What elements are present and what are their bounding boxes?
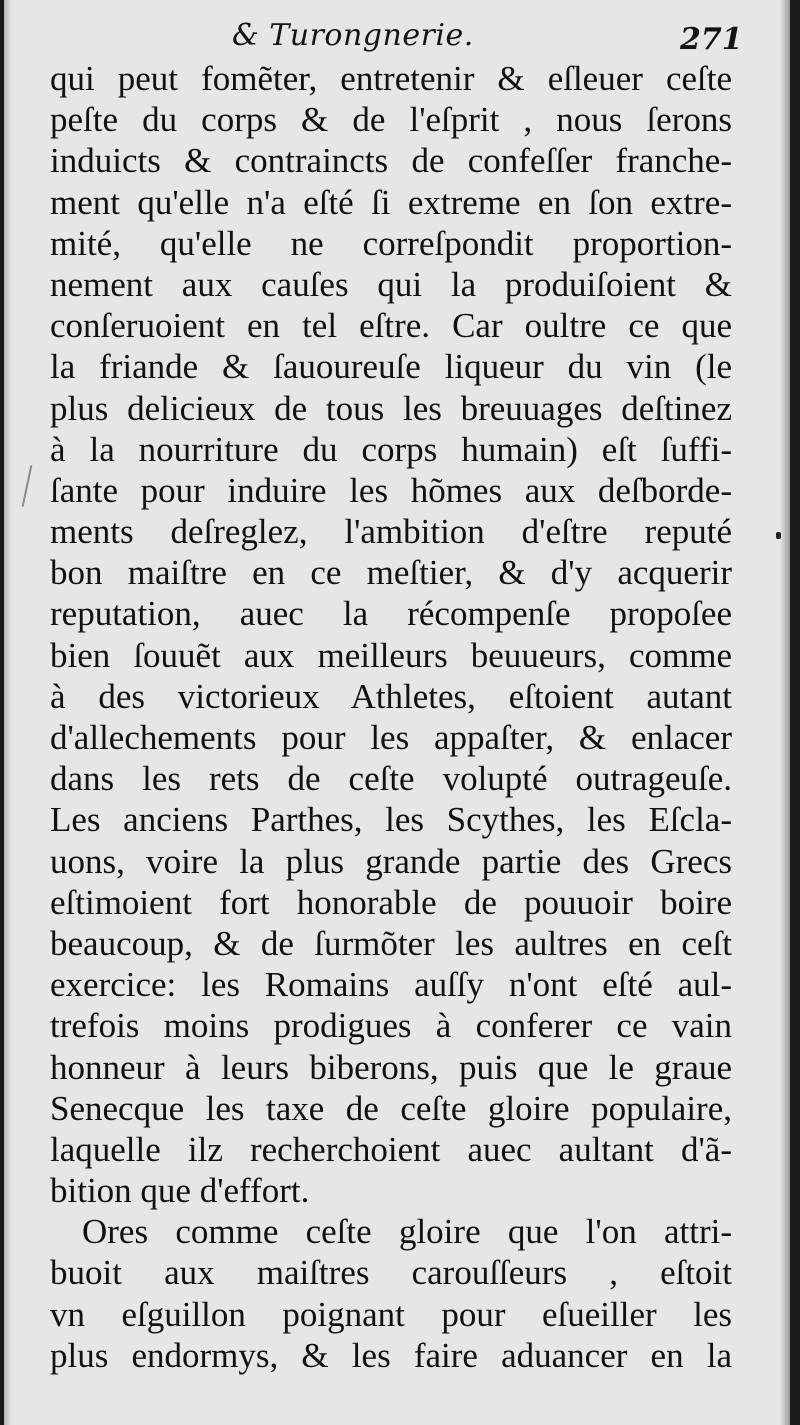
body-text [50, 58, 732, 1376]
text-line: Senecque les taxe de ceſte gloire populaire, [50, 1088, 732, 1128]
text-line: uons, voire la plus grande partie des Grecs [50, 841, 732, 881]
text-line: plus endormys, & les faire aduancer en la [50, 1335, 732, 1375]
paragraph-end-line: bition que d'effort. [50, 1171, 310, 1211]
text-line: laquelle ilz recherchoient auec aultant d'ã- [50, 1129, 732, 1169]
running-header [4, 10, 790, 60]
running-title: & Turongnerie. [232, 18, 474, 53]
text-line: mité, qu'elle ne correſpondit proportion- [50, 223, 732, 263]
text-line: bon maiſtre en ce meſtier, & d'y acquerir [50, 553, 732, 593]
text-line: à des victorieux Athletes, eſtoient autant [50, 676, 732, 716]
text-line: induicts & contraincts de confeſſer franche- [50, 141, 732, 181]
text-line: d'allechements pour les appaſter, & enlacer [50, 718, 732, 757]
text-line: honneur à leurs biberons, puis que le graue [50, 1047, 732, 1087]
text-line: plus delicieux de tous les breuuages deſtinez [50, 388, 732, 428]
text-line: reputation, auec la récompenſe propoſee [50, 594, 732, 634]
text-line: peſte du corps & de l'eſprit , nous ſerons [50, 100, 732, 140]
text-line: ment qu'elle n'a eſté ſi extreme en ſon extre- [50, 182, 732, 222]
text-line: buoit aux maiſtres carouſſeurs , eſtoit [50, 1253, 732, 1293]
text-line: exercice: les Romains auſſy n'ont eſté aul- [50, 965, 732, 1005]
text-line: à la nourriture du corps humain) eſt ſuffi- [50, 429, 732, 469]
page-gutter-shadow [4, 0, 11, 1425]
text-line: Les anciens Parthes, les Scythes, les Eſcla- [50, 800, 732, 840]
text-line: dans les rets de ceſte volupté outrageuſe. [50, 759, 732, 799]
text-line: beaucoup, & de ſurmõter les aultres en ceſt [50, 923, 732, 963]
text-line: vn eſguillon poignant pour eſueiller les [50, 1294, 732, 1334]
page-number: 271 [680, 22, 743, 57]
text-line: la friande & ſauoureuſe liqueur du vin (le [50, 347, 732, 387]
text-line: bien ſouuẽt aux meilleurs beuueurs, comme [50, 635, 732, 675]
text-line: ſante pour induire les hõmes aux deſborde- [50, 470, 732, 510]
text-line: qui peut fomẽter, entretenir & eſleuer ceſte [50, 59, 732, 98]
ink-speck [776, 532, 781, 539]
text-line: trefois moins prodigues à conferer ce vain [50, 1006, 732, 1046]
text-line: eſtimoient fort honorable de pouuoir boire [50, 882, 732, 922]
page-edge-shadow [780, 0, 790, 1425]
book-page [4, 0, 790, 1425]
text-line: conſeruoient en tel eſtre. Car oultre ce que [50, 306, 732, 346]
paragraph-start-line: Ores comme ceſte gloire que l'on attri- [82, 1212, 732, 1252]
text-line: ments deſreglez, l'ambition d'eſtre reputé [50, 512, 732, 552]
margin-mark [22, 465, 33, 506]
text-line: nement aux cauſes qui la produiſoient & [50, 264, 732, 304]
